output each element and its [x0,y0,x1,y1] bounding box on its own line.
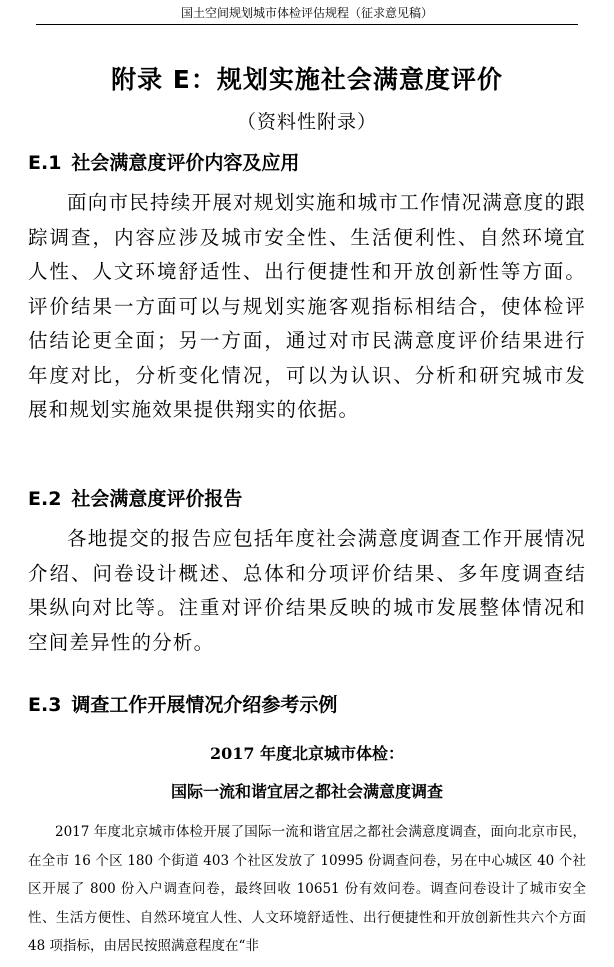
appendix-subtitle: （资料性附录） [236,111,377,133]
section-heading-e2 [28,484,242,511]
running-header [36,2,578,25]
example-title-line1: 2017 年度北京城市体检： [209,744,405,763]
example-body: 2017 年度北京城市体检开展了国际一流和谐宜居之都社会满意度调查，面向北京市民，在全市 16 个区 180 个街道 403 个社区发放了 10995 份调查问卷，另在中心城区 40 个社区开展了 800 份入户调查问卷，最终回收 10651 份有效问卷。调查问卷设计了城市安全性、生活方便性、自然环境宜人性、人文环境舒适性、出行便捷性和开放创新性共六个方面 48 项指标，由居民按照满意程度在“非 [28,824,586,954]
section-number: E.1 [28,152,62,174]
section-title: 社会满意度评价内容及应用 [71,152,300,174]
appendix-title: 附录 E：规划实施社会满意度评价 [111,65,503,94]
section-body-e2: 各地提交的报告应包括年度社会满意度调查工作开展情况介绍、问卷设计概述、总体和分项评价结果、多年度调查结果纵向对比等。注重对评价结果反映的城市发展整体情况和空间差异性的分析。 [28,527,586,654]
section-title: 社会满意度评价报告 [71,488,243,510]
example-title-line2: 国际一流和谐宜居之都社会满意度调查 [170,782,443,801]
running-title: 国土空间规划城市体检评估规程（征求意见稿） [180,6,433,20]
section-number: E.3 [28,694,62,716]
section-heading-e1 [28,148,299,175]
section-heading-e3 [28,690,337,717]
section-body-e1: 面向市民持续开展对规划实施和城市工作情况满意度的跟踪调查，内容应涉及城市安全性、生活便利性、自然环境宜人性、人文环境舒适性、出行便捷性和开放创新性等方面。评价结果一方面可以与规划实施客观指标相结合，使体检评估结论更全面；另一方面，通过对市民满意度评价结果进行年度对比，分析变化情况，可以为认识、分析和研究城市发展和规划实施效果提供翔实的依据。 [28,191,586,421]
section-number: E.2 [28,488,62,510]
section-title: 调查工作开展情况介绍参考示例 [71,694,338,716]
